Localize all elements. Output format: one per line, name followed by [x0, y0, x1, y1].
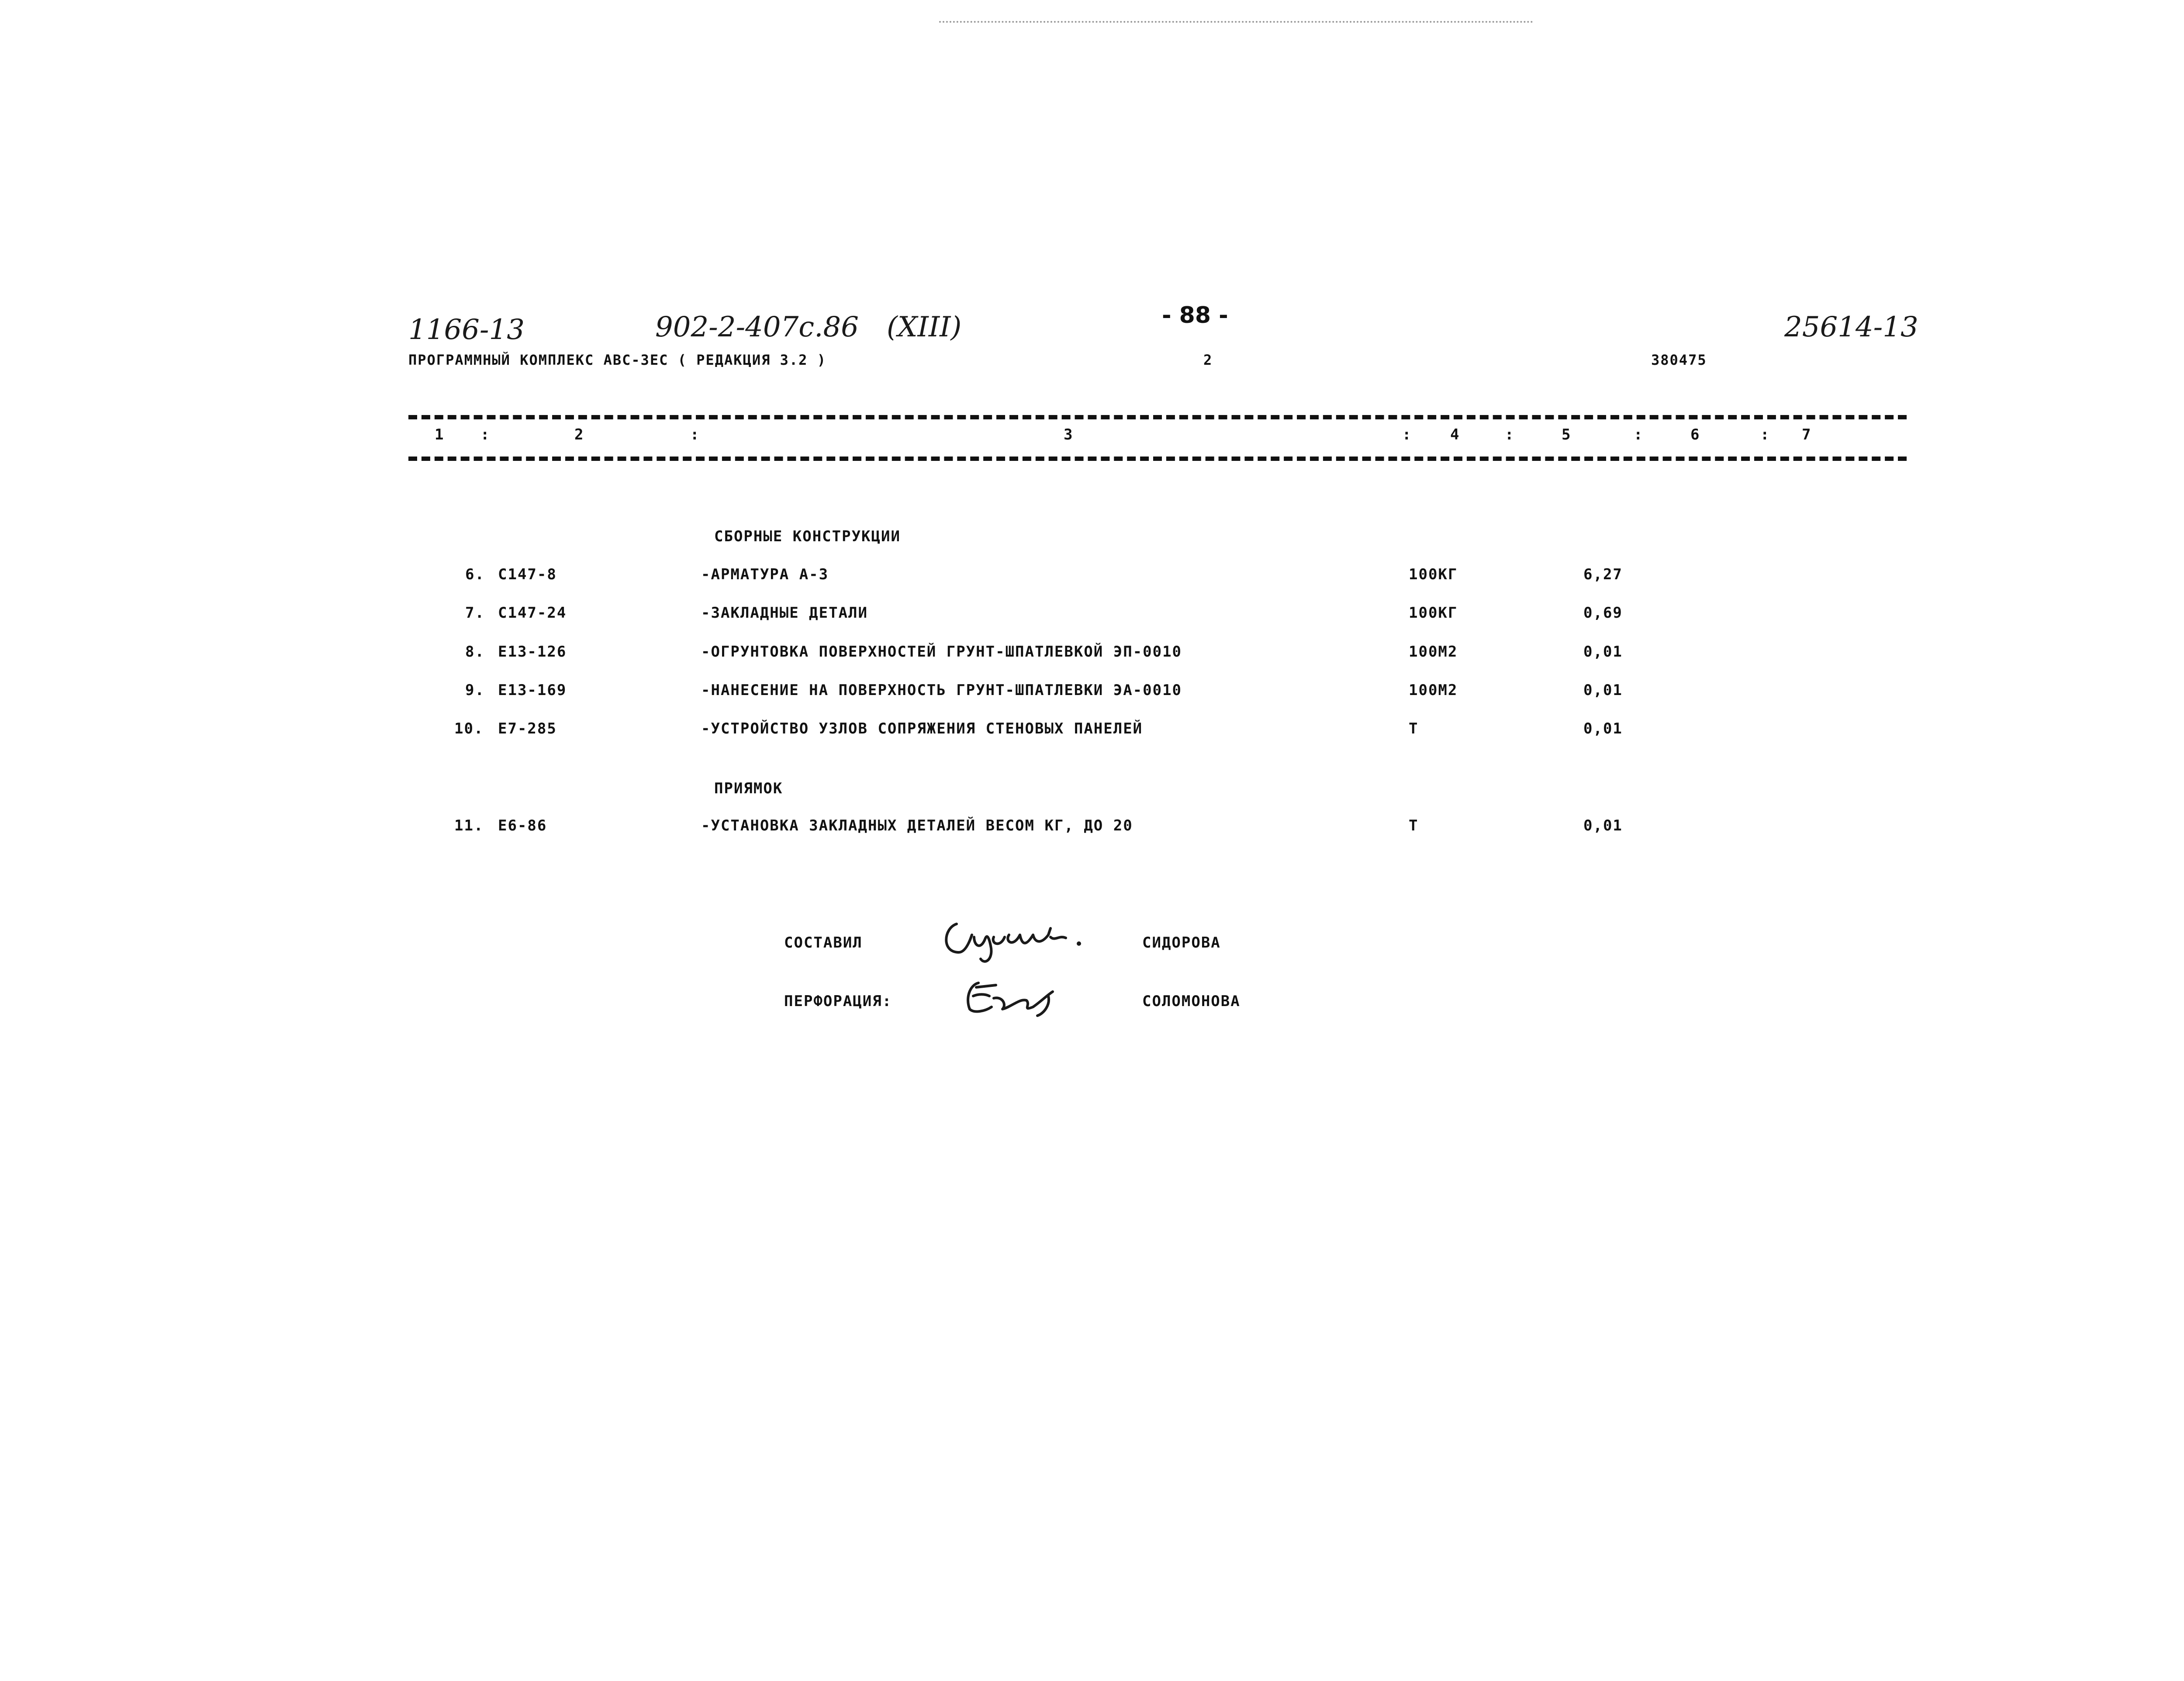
table-row	[0, 720, 2184, 746]
punch-label: ПЕРФОРАЦИЯ:	[784, 993, 892, 1010]
signature-image	[939, 911, 1088, 968]
row-description: -УСТАНОВКА ЗАКЛАДНЫХ ДЕТАЛЕЙ ВЕСОМ КГ, ДО 20	[701, 817, 1133, 834]
row-description: -НАНЕСЕНИЕ НА ПОВЕРХНОСТЬ ГРУНТ-ШПАТЛЕВКИ ЭА-0010	[701, 681, 1182, 699]
composed-name: СИДОРОВА	[1142, 934, 1221, 951]
row-description: -ОГРУНТОВКА ПОВЕРХНОСТЕЙ ГРУНТ-ШПАТЛЕВКОЙ ЭП-0010	[701, 643, 1182, 661]
punch-name: СОЛОМОНОВА	[1142, 993, 1241, 1010]
row-unit: 100КГ	[1409, 566, 1458, 583]
column-separator: :	[1402, 426, 1412, 443]
row-quantity: 0,01	[1583, 681, 1623, 699]
page-number: - 88 -	[1162, 302, 1228, 329]
column-header-row	[408, 426, 1907, 452]
row-code: Е6-86	[498, 817, 547, 834]
row-description: -ЗАКЛАДНЫЕ ДЕТАЛИ	[701, 604, 868, 622]
row-number: 9.	[465, 681, 485, 699]
section-title: ПРИЯМОК	[714, 780, 783, 797]
table-row	[0, 643, 2184, 669]
column-separator: :	[690, 426, 700, 443]
row-description: -УСТРОЙСТВО УЗЛОВ СОПРЯЖЕНИЯ СТЕНОВЫХ ПАНЕЛЕЙ	[701, 720, 1143, 737]
row-code: С147-24	[498, 604, 567, 622]
column-3-label: 3	[1064, 426, 1074, 443]
row-number: 8.	[465, 643, 485, 661]
row-unit: Т	[1409, 817, 1419, 834]
column-separator: :	[1760, 426, 1770, 443]
hand-project-number: 902-2-407с.86	[655, 311, 859, 343]
row-quantity: 0,01	[1583, 720, 1623, 737]
row-unit: 100М2	[1409, 643, 1458, 661]
hand-left-number: 1166-13	[408, 314, 525, 346]
row-code: С147-8	[498, 566, 557, 583]
section-title: СБОРНЫЕ КОНСТРУКЦИИ	[714, 528, 901, 545]
scan-artifact-line	[939, 21, 1533, 23]
column-2-label: 2	[574, 426, 584, 443]
column-5-label: 5	[1562, 426, 1572, 443]
row-code: Е7-285	[498, 720, 557, 737]
table-row	[0, 817, 2184, 843]
header-rule-bottom	[408, 457, 1907, 461]
column-separator: :	[1505, 426, 1515, 443]
table-row	[0, 681, 2184, 708]
row-unit: 100М2	[1409, 681, 1458, 699]
column-separator: :	[480, 426, 491, 443]
row-number: 7.	[465, 604, 485, 622]
row-number: 11.	[454, 817, 484, 834]
hand-right-number: 25614-13	[1784, 311, 1918, 343]
hand-volume: (XIII)	[887, 311, 962, 343]
row-description: -АРМАТУРА А-3	[701, 566, 829, 583]
column-4-label: 4	[1450, 426, 1460, 443]
row-number: 6.	[465, 566, 485, 583]
column-1-label: 1	[435, 426, 445, 443]
row-number: 10.	[454, 720, 484, 737]
row-unit: Т	[1409, 720, 1419, 737]
row-code: Е13-126	[498, 643, 567, 661]
row-quantity: 6,27	[1583, 566, 1623, 583]
table-row	[0, 566, 2184, 592]
column-separator: :	[1634, 426, 1644, 443]
row-unit: 100КГ	[1409, 604, 1458, 622]
column-7-label: 7	[1802, 426, 1812, 443]
sheet-number: 2	[1203, 352, 1213, 368]
document-code: 380475	[1651, 352, 1707, 368]
signature-image	[961, 972, 1075, 1020]
column-6-label: 6	[1690, 426, 1700, 443]
composed-label: СОСТАВИЛ	[784, 934, 863, 951]
table-row	[0, 604, 2184, 630]
row-quantity: 0,01	[1583, 817, 1623, 834]
row-quantity: 0,01	[1583, 643, 1623, 661]
row-quantity: 0,69	[1583, 604, 1623, 622]
header-rule-top	[408, 415, 1907, 419]
row-code: Е13-169	[498, 681, 567, 699]
program-line: ПРОГРАММНЫЙ КОМПЛЕКС АВС-ЗЕС ( РЕДАКЦИЯ 3.2 )	[408, 352, 826, 368]
